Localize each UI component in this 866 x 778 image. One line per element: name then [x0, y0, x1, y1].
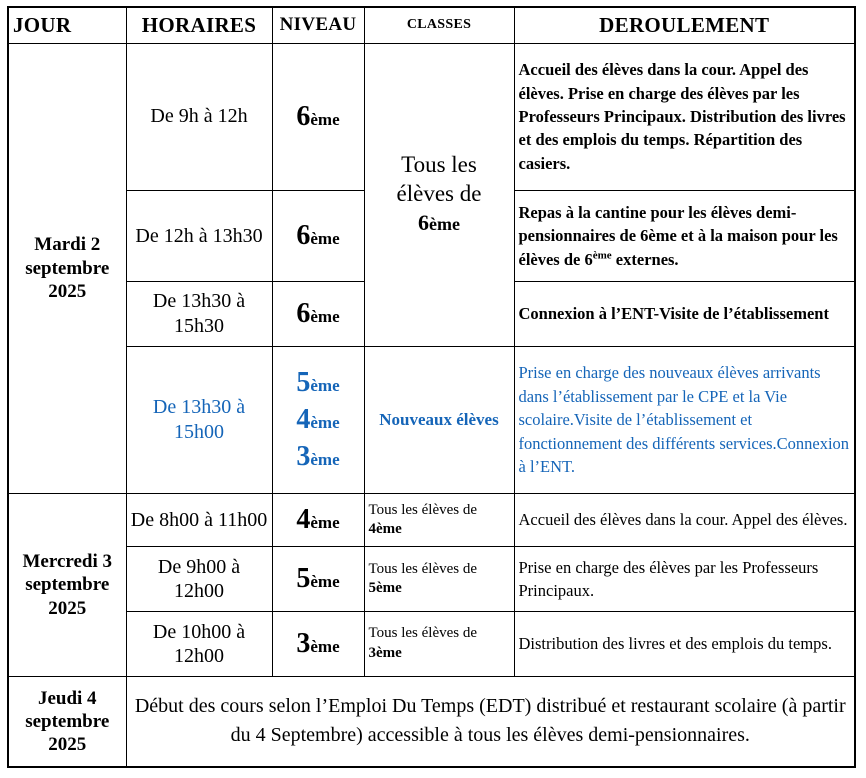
column-header-deroulement: DEROULEMENT — [514, 7, 855, 43]
deroulement-mardi-4: Prise en charge des nouveaux élèves arrivants dans l’établissement par le CPE et la Vie scolaire.Visite de l’établissement et fonctionnement des différents services.Connexion à l’ENT. — [514, 346, 855, 493]
table-body — [8, 43, 855, 767]
column-header-horaires: HORAIRES — [126, 7, 272, 43]
school-schedule-table — [7, 6, 856, 768]
niveau-suffix: ème — [310, 413, 340, 433]
table-row — [8, 43, 855, 190]
column-header-niveau: NIVEAU — [272, 7, 364, 43]
niveau-entry — [277, 403, 360, 437]
niveau-mercredi-3 — [272, 612, 364, 677]
niveau-entry — [277, 297, 360, 331]
niveau-suffix: ème — [310, 306, 340, 326]
classes-mercredi-2 — [364, 547, 514, 612]
horaire-mardi-4: De 13h30 à 15h00 — [126, 346, 272, 493]
deroulement-text-part1: Repas à la cantine pour les élèves demi-pensionnaires de 6ème et à la maison pour les élèves de 6 — [518, 202, 838, 269]
niveau-suffix: ème — [310, 513, 340, 533]
niveau-entry — [277, 366, 360, 400]
niveau-entry — [277, 100, 360, 134]
niveau-suffix: ème — [310, 109, 340, 129]
day-label-jeudi: Jeudi 4 septembre 2025 — [8, 676, 126, 767]
niveau-entry — [277, 219, 360, 253]
classes-mardi-merged — [364, 43, 514, 346]
deroulement-superscript: ème — [592, 249, 612, 261]
niveau-entry — [277, 503, 360, 537]
table-row-nouveaux-eleves — [8, 346, 855, 493]
niveau-number: 3 — [296, 628, 311, 660]
horaire-mercredi-1: De 8h00 à 11h00 — [126, 494, 272, 547]
table-header — [8, 7, 855, 43]
niveau-mercredi-2 — [272, 547, 364, 612]
deroulement-mercredi-2: Prise en charge des élèves par les Professeurs Principaux. — [514, 547, 855, 612]
niveau-number: 3 — [296, 440, 311, 472]
niveau-suffix: ème — [310, 376, 340, 396]
horaire-mardi-1: De 9h à 12h — [126, 43, 272, 190]
classes-mercredi-3 — [364, 612, 514, 677]
niveau-entry — [277, 562, 360, 596]
classes-level: 5ème — [368, 580, 402, 597]
column-header-jour: JOUR — [8, 7, 126, 43]
table-row — [8, 676, 855, 767]
table-row — [8, 494, 855, 547]
niveau-number: 4 — [296, 504, 311, 536]
classes-level — [369, 209, 510, 238]
deroulement-mardi-1: Accueil des élèves dans la cour. Appel des élèves. Prise en charge des élèves par les Professeurs Principaux. Distribution des livres et des emplois du temps. Répartition des casiers. — [514, 43, 855, 190]
niveau-suffix: ème — [310, 572, 340, 592]
deroulement-mercredi-1: Accueil des élèves dans la cour. Appel des élèves. — [514, 494, 855, 547]
niveau-suffix: ème — [310, 229, 340, 248]
niveau-number: 5 — [296, 563, 311, 595]
day-label-mardi: Mardi 2 septembre 2025 — [8, 43, 126, 494]
deroulement-mercredi-3: Distribution des livres et des emplois du temps. — [514, 612, 855, 677]
header-row — [8, 7, 855, 43]
classes-prefix: Tous les élèves de — [368, 501, 478, 518]
classes-prefix: Tous les élèves de — [368, 560, 478, 577]
deroulement-jeudi: Début des cours selon l’Emploi Du Temps (EDT) distribué et restaurant scolaire (à partir du 4 Septembre) accessible à tous les élèves demi-pensionnaires. — [126, 676, 855, 767]
niveau-entry — [277, 440, 360, 474]
niveau-suffix: ème — [310, 637, 340, 657]
niveau-number: 6 — [296, 297, 311, 329]
classes-level-number: 6 — [418, 209, 429, 235]
horaire-mercredi-2: De 9h00 à 12h00 — [126, 547, 272, 612]
niveau-mercredi-1 — [272, 494, 364, 547]
classes-prefix: Tous les élèves de — [368, 625, 478, 642]
classes-mardi-4: Nouveaux élèves — [364, 346, 514, 493]
classes-level: 4ème — [368, 521, 402, 538]
niveau-entry — [277, 627, 360, 661]
niveau-number: 6 — [296, 220, 311, 251]
horaire-mardi-2: De 12h à 13h30 — [126, 190, 272, 281]
niveau-mardi-2 — [272, 190, 364, 281]
horaire-mardi-3: De 13h30 à 15h30 — [126, 281, 272, 346]
deroulement-mardi-3: Connexion à l’ENT-Visite de l’établissement — [514, 281, 855, 346]
niveau-number: 6 — [296, 100, 311, 132]
table-row — [8, 547, 855, 612]
classes-mercredi-1 — [364, 494, 514, 547]
niveau-mardi-4 — [272, 346, 364, 493]
niveau-number: 5 — [296, 367, 311, 399]
classes-level: 3ème — [368, 644, 402, 661]
niveau-suffix: ème — [310, 449, 340, 469]
classes-line-2: élèves de — [396, 181, 482, 207]
niveau-mardi-1 — [272, 43, 364, 190]
deroulement-text-part2: externes. — [611, 249, 679, 269]
niveau-mardi-3 — [272, 281, 364, 346]
column-header-classes: CLASSES — [364, 7, 514, 43]
horaire-mercredi-3: De 10h00 à 12h00 — [126, 612, 272, 677]
niveau-number: 4 — [296, 404, 311, 436]
day-label-mercredi: Mercredi 3 septembre 2025 — [8, 494, 126, 677]
table-row — [8, 612, 855, 677]
classes-line-1: Tous les — [401, 152, 477, 178]
deroulement-mardi-2 — [514, 190, 855, 281]
classes-level-suffix: ème — [429, 213, 460, 234]
